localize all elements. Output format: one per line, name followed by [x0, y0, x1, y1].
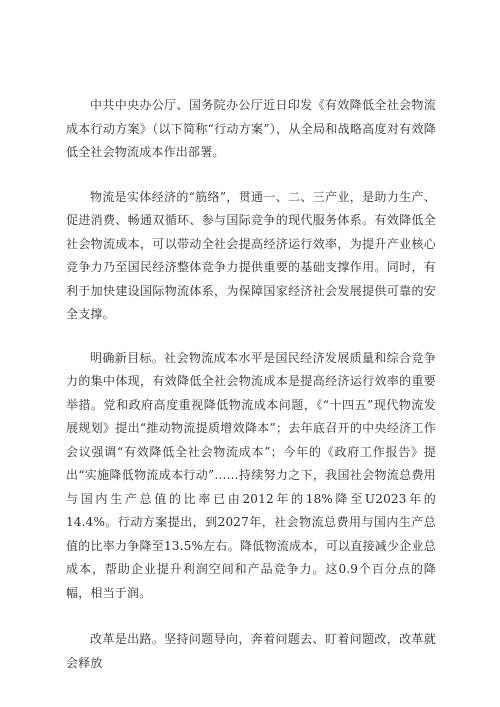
- paragraph-intro: 中共中央办公厅、国务院办公厅近日印发《有效降低全社会物流成本行动方案》（以下简称“行动方案”），从全局和战略高度对有效降低全社会物流成本作出部署。: [66, 98, 436, 159]
- article-body: [66, 94, 436, 690]
- paragraph-new-goals: 明确新目标。社会物流成本水平是国民经济发展质量和综合竞争力的集中体现，有效降低全社会物流成本是提高经济运行效率的重要举措。党和政府高度重视降低物流成本问题，《“十四五”现代物流发展规划》提出“推动物流提质增效降本”；去年底召开的中央经济工作会议强调“有效降低全社会物流成本”；今年的《政府工作报告》提出“实施降低物流成本行动”……持续努力之下，我国社会物流总费用与国内生产总值的比率已由2012年的18%降至U2023年的14.4%。行动方案提出，到2027年，社会物流总费用与国内生产总值的比率力争降至13.5%左右。降低物流成本，可以直接减少企业总成本，帮助企业提升利润空间和产品竞争力。这0.9个百分点的降幅，相当于润。: [66, 350, 436, 600]
- paragraph-reform: 改革是出路。坚持问题导向，奔着问题去、盯着问题改，改革就会释放: [66, 632, 436, 670]
- paragraph-logistics-role: 物流是实体经济的“筋络”，贯通一、二、三产业，是助力生产、促进消费、畅通双循环、参与国际竞争的现代服务体系。有效降低全社会物流成本，可以带动全社会提高经济运行效率，为提升产业核心竞争力乃至国民经济整体竞争力提供重要的基础支撑作用。同时，有利于加快建设国际物流体系，为保障国家经济社会发展提供可靠的安全支撑。: [66, 189, 436, 321]
